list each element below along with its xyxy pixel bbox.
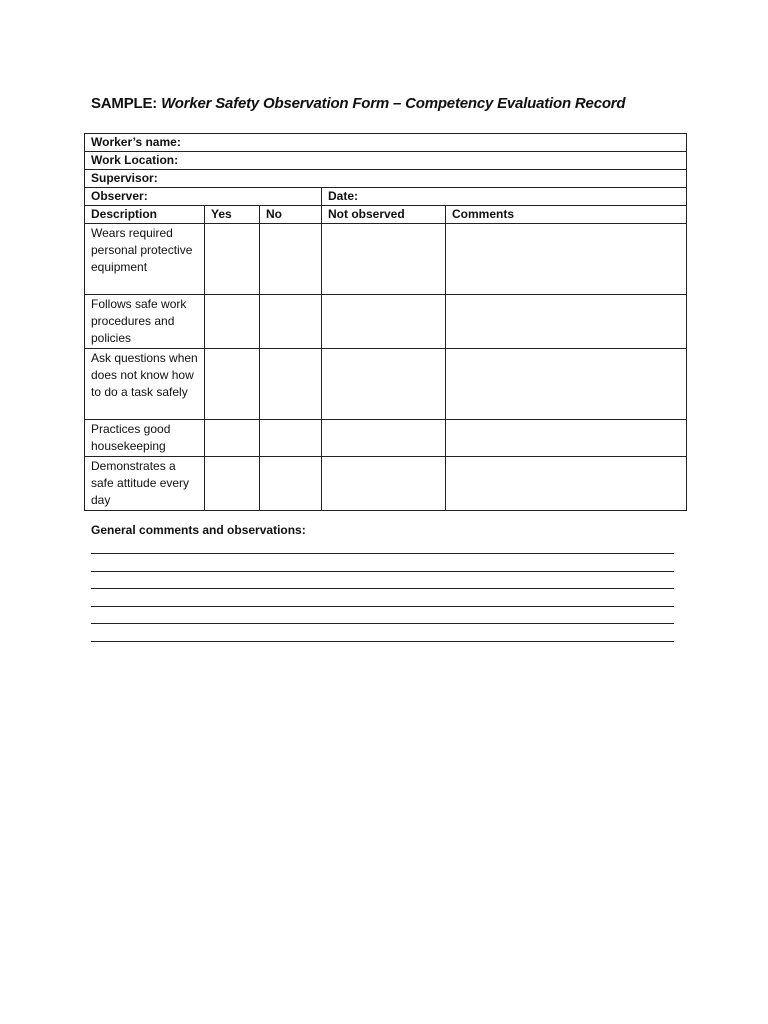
title-prefix: SAMPLE: <box>91 95 158 112</box>
form-title <box>91 95 625 112</box>
no-cell[interactable] <box>260 295 322 349</box>
row-description: Demonstrates a safe attitude every day <box>85 457 205 511</box>
date-field[interactable]: Date: <box>322 188 687 206</box>
worker-name-field[interactable]: Worker’s name: <box>85 134 687 152</box>
no-cell[interactable] <box>260 224 322 295</box>
comments-cell[interactable] <box>446 224 687 295</box>
row-description: Follows safe work procedures and policies <box>85 295 205 349</box>
comments-cell[interactable] <box>446 349 687 420</box>
no-cell[interactable] <box>260 457 322 511</box>
comments-cell[interactable] <box>446 457 687 511</box>
work-location-field[interactable]: Work Location: <box>85 152 687 170</box>
comment-line[interactable] <box>91 623 674 624</box>
yes-cell[interactable] <box>205 420 260 457</box>
not-observed-cell[interactable] <box>322 224 446 295</box>
supervisor-field[interactable]: Supervisor: <box>85 170 687 188</box>
not-observed-cell[interactable] <box>322 420 446 457</box>
column-header-no: No <box>260 206 322 224</box>
row-description: Practices good housekeeping <box>85 420 205 457</box>
yes-cell[interactable] <box>205 224 260 295</box>
yes-cell[interactable] <box>205 295 260 349</box>
table-row <box>85 224 687 295</box>
table-row <box>85 457 687 511</box>
yes-cell[interactable] <box>205 349 260 420</box>
column-header-comments: Comments <box>446 206 687 224</box>
work-location-row <box>85 152 687 170</box>
not-observed-cell[interactable] <box>322 349 446 420</box>
yes-cell[interactable] <box>205 457 260 511</box>
comments-cell[interactable] <box>446 295 687 349</box>
comment-line[interactable] <box>91 553 674 554</box>
comment-line[interactable] <box>91 571 674 572</box>
comment-line[interactable] <box>91 588 674 589</box>
comment-line[interactable] <box>91 641 674 642</box>
column-header-description: Description <box>85 206 205 224</box>
table-row <box>85 295 687 349</box>
not-observed-cell[interactable] <box>322 295 446 349</box>
table-row <box>85 420 687 457</box>
comment-line[interactable] <box>91 606 674 607</box>
worker-name-row <box>85 134 687 152</box>
supervisor-row <box>85 170 687 188</box>
column-header-row <box>85 206 687 224</box>
no-cell[interactable] <box>260 420 322 457</box>
not-observed-cell[interactable] <box>322 457 446 511</box>
row-description: Wears required personal protective equipment <box>85 224 205 295</box>
observer-field[interactable]: Observer: <box>85 188 322 206</box>
title-main: Worker Safety Observation Form – Competency Evaluation Record <box>161 95 626 112</box>
no-cell[interactable] <box>260 349 322 420</box>
general-comments-label: General comments and observations: <box>91 523 306 537</box>
column-header-yes: Yes <box>205 206 260 224</box>
comments-cell[interactable] <box>446 420 687 457</box>
table-row <box>85 349 687 420</box>
row-description: Ask questions when does not know how to do a task safely <box>85 349 205 420</box>
observation-table <box>84 133 687 511</box>
observer-date-row <box>85 188 687 206</box>
column-header-not-observed: Not observed <box>322 206 446 224</box>
